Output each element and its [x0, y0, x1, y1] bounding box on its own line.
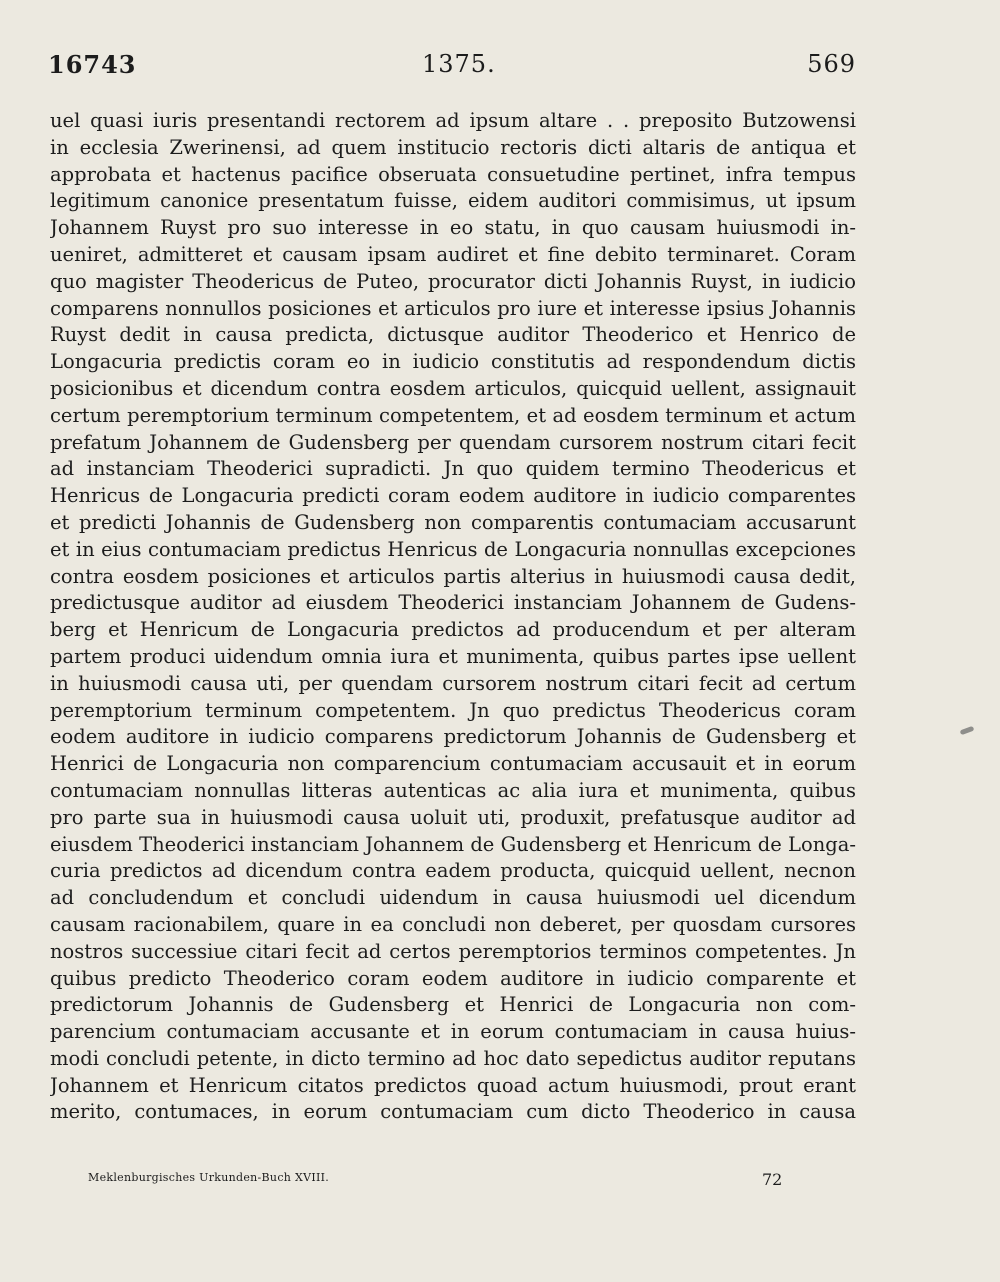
text-line: parencium contumaciam accusante et in eorum contumaciam in causa huius- — [50, 1020, 856, 1044]
text-line: quibus predicto Theoderico coram eodem auditore in iudicio comparente et — [50, 966, 856, 990]
page-header — [48, 50, 856, 84]
text-line: modi concludi petente, in dicto termino ad hoc dato sepedictus auditor reputans — [50, 1046, 856, 1070]
text-line: Johannem Ruyst pro suo interesse in eo statu, in quo causam huiusmodi in- — [50, 216, 856, 240]
ink-smudge — [960, 726, 975, 735]
text-line: predictusque auditor ad eiusdem Theoderici instanciam Johannem de Gudens- — [50, 591, 856, 615]
text-line: partem produci uidendum omnia iura et munimenta, quibus partes ipse uellent — [50, 644, 856, 668]
text-line: merito, contumaces, in eorum contumaciam cum dicto Theoderico in causa — [50, 1100, 856, 1124]
body-text — [50, 108, 856, 1126]
text-line: eodem auditore in iudicio comparens predictorum Johannis de Gudensberg et — [50, 725, 856, 749]
text-line: Henrici de Longacuria non comparencium contumaciam accusauit et in eorum — [50, 752, 856, 776]
text-line: contra eosdem posiciones et articulos partis alterius in huiusmodi causa dedit, — [50, 564, 856, 588]
text-line: Longacuria predictis coram eo in iudicio constitutis ad respondendum dictis — [50, 350, 856, 374]
text-line: ueniret, admitteret et causam ipsam audiret et fine debito terminaret. Coram — [50, 242, 856, 266]
text-line: peremptorium terminum competentem. Jn quo predictus Theodericus coram — [50, 698, 856, 722]
text-line: legitimum canonice presentatum fuisse, eidem auditori commisimus, ut ipsum — [50, 189, 856, 213]
text-line: quo magister Theodericus de Puteo, procurator dicti Johannis Ruyst, in iudicio — [50, 269, 856, 293]
text-line: comparens nonnullos posiciones et articulos pro iure et interesse ipsius Johannis — [50, 296, 856, 320]
text-line: posicionibus et dicendum contra eosdem articulos, quicquid uellent, assignauit — [50, 376, 856, 400]
text-line: ad instanciam Theoderici supradicti. Jn quo quidem termino Theodericus et — [50, 457, 856, 481]
text-line: certum peremptorium terminum competentem, et ad eosdem terminum et actum — [50, 403, 856, 427]
text-line: contumaciam nonnullas litteras autenticas ac alia iura et munimenta, quibus — [50, 778, 856, 802]
book-title-footer: Meklenburgisches Urkunden-Buch XVIII. — [88, 1171, 330, 1184]
text-line: in huiusmodi causa uti, per quendam cursorem nostrum citari fecit ad certum — [50, 671, 856, 695]
text-line: predictorum Johannis de Gudensberg et Henrici de Longacuria non com- — [50, 993, 856, 1017]
text-line: Johannem et Henricum citatos predictos quoad actum huiusmodi, prout erant — [50, 1073, 856, 1097]
signature-mark: 72 — [762, 1170, 783, 1189]
text-line: pro parte sua in huiusmodi causa uoluit uti, produxit, prefatusque auditor ad — [50, 805, 856, 829]
text-line: curia predictos ad dicendum contra eadem producta, quicquid uellent, necnon — [50, 859, 856, 883]
text-line: prefatum Johannem de Gudensberg per quendam cursorem nostrum citari fecit — [50, 430, 856, 454]
text-line: berg et Henricum de Longacuria predictos ad producendum et per alteram — [50, 618, 856, 642]
text-line: causam racionabilem, quare in ea concludi non deberet, per quosdam cursores — [50, 912, 856, 936]
text-line: approbata et hactenus pacifice obseruata consuetudine pertinet, infra tempus — [50, 162, 856, 186]
document-number: 16743 — [48, 50, 137, 79]
text-line: in ecclesia Zwerinensi, ad quem institucio rectoris dicti altaris de antiqua et — [50, 135, 856, 159]
text-line: eiusdem Theoderici instanciam Johannem de Gudensberg et Henricum de Longa- — [50, 832, 856, 856]
text-line: nostros successiue citari fecit ad certos peremptorios terminos competentes. Jn — [50, 939, 856, 963]
year-heading: 1375. — [422, 50, 496, 78]
text-line: ad concludendum et concludi uidendum in causa huiusmodi uel dicendum — [50, 886, 856, 910]
text-line: Ruyst dedit in causa predicta, dictusque auditor Theoderico et Henrico de — [50, 323, 856, 347]
text-line: et predicti Johannis de Gudensberg non comparentis contumaciam accusarunt — [50, 510, 856, 534]
page-number: 569 — [807, 50, 856, 78]
text-line: et in eius contumaciam predictus Henricus de Longacuria nonnullas excepciones — [50, 537, 856, 561]
text-line: Henricus de Longacuria predicti coram eodem auditore in iudicio comparentes — [50, 484, 856, 508]
text-line: uel quasi iuris presentandi rectorem ad ipsum altare . . preposito Butzowensi — [50, 109, 856, 132]
